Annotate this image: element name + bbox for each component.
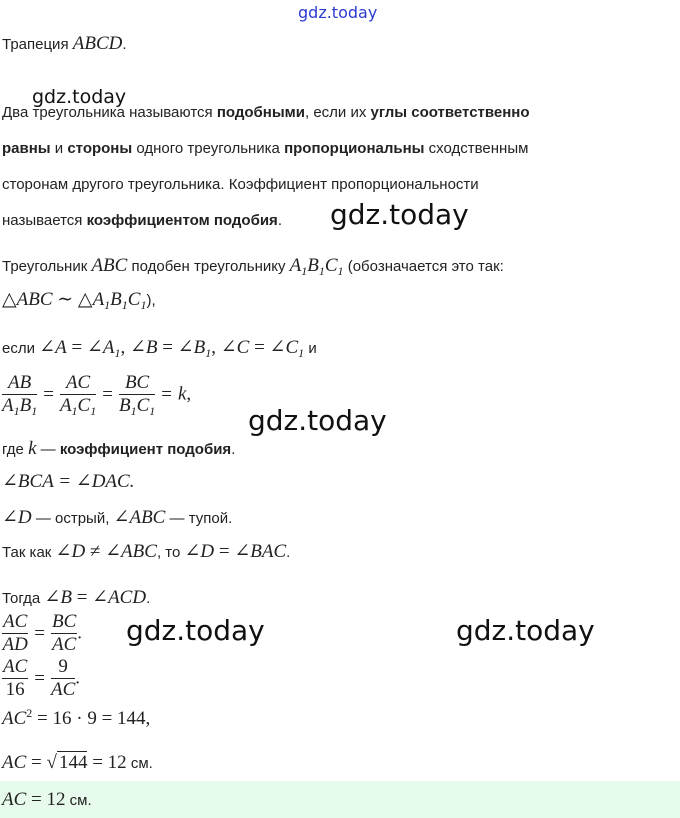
step-then: Тогда ∠B = ∠ACD.	[2, 587, 151, 608]
step-since: Так как ∠D ≠ ∠ABC, то ∠D = ∠BAC.	[2, 541, 291, 562]
definition-line-3: сторонам другого треугольника. Коэффициент пропорциональности	[2, 176, 479, 193]
ratio-equation: $\frac{AB}{A_1B_1}$ = $\frac{AC}{A_1C_1}$ = $\frac{BC}{B_1C_1}$ = k,	[2, 372, 192, 418]
watermark: gdz.today	[330, 198, 469, 231]
watermark: gdz.today	[248, 404, 387, 437]
step-square: $AC^2 = 16 \cdot 9 = 144$,	[2, 706, 151, 729]
angles-line: если ∠A = $\angle A_1$, ∠B = $\angle B_1$, ∠C = $\angle C_1$ и	[2, 337, 317, 360]
definition-line-1: Два треугольника называются подобными, если их углы соответственно	[2, 104, 530, 121]
step-acute-obtuse: ∠D — острый, ∠ABC — тупой.	[2, 507, 233, 528]
watermark: gdz.today	[456, 614, 595, 647]
similar-line-2: △ABC ∼ $\triangle A_1B_1C_1$),	[2, 289, 156, 312]
answer-line: AC = 12 см.	[2, 789, 92, 810]
k-line: где k — коэффициент подобия.	[2, 438, 236, 459]
step-sqrt: AC = √ 144 = 12 см.	[2, 752, 153, 773]
title-line: Трапеция ABCD.	[2, 33, 127, 54]
proportion-2: $\frac{AC}{16}$ = $\frac{9}{AC}$ .	[3, 656, 81, 700]
definition-line-4: называется коэффициентом подобия.	[2, 212, 282, 229]
step-angle-bca: ∠BCA = ∠DAC.	[2, 471, 135, 492]
answer-highlight	[0, 781, 680, 818]
proportion-1: $\frac{AC}{AD}$ = $\frac{BC}{AC}$ .	[2, 611, 83, 655]
watermark: gdz.today	[126, 614, 265, 647]
definition-line-2: равны и стороны одного треугольника пропорциональны сходственным	[2, 140, 529, 157]
watermark: gdz.today	[32, 86, 127, 108]
similar-line-1: Треугольник ABC подобен треугольнику $A_1B_1C_1$ (обозначается это так:	[2, 255, 504, 278]
watermark-top: gdz.today	[298, 3, 378, 22]
